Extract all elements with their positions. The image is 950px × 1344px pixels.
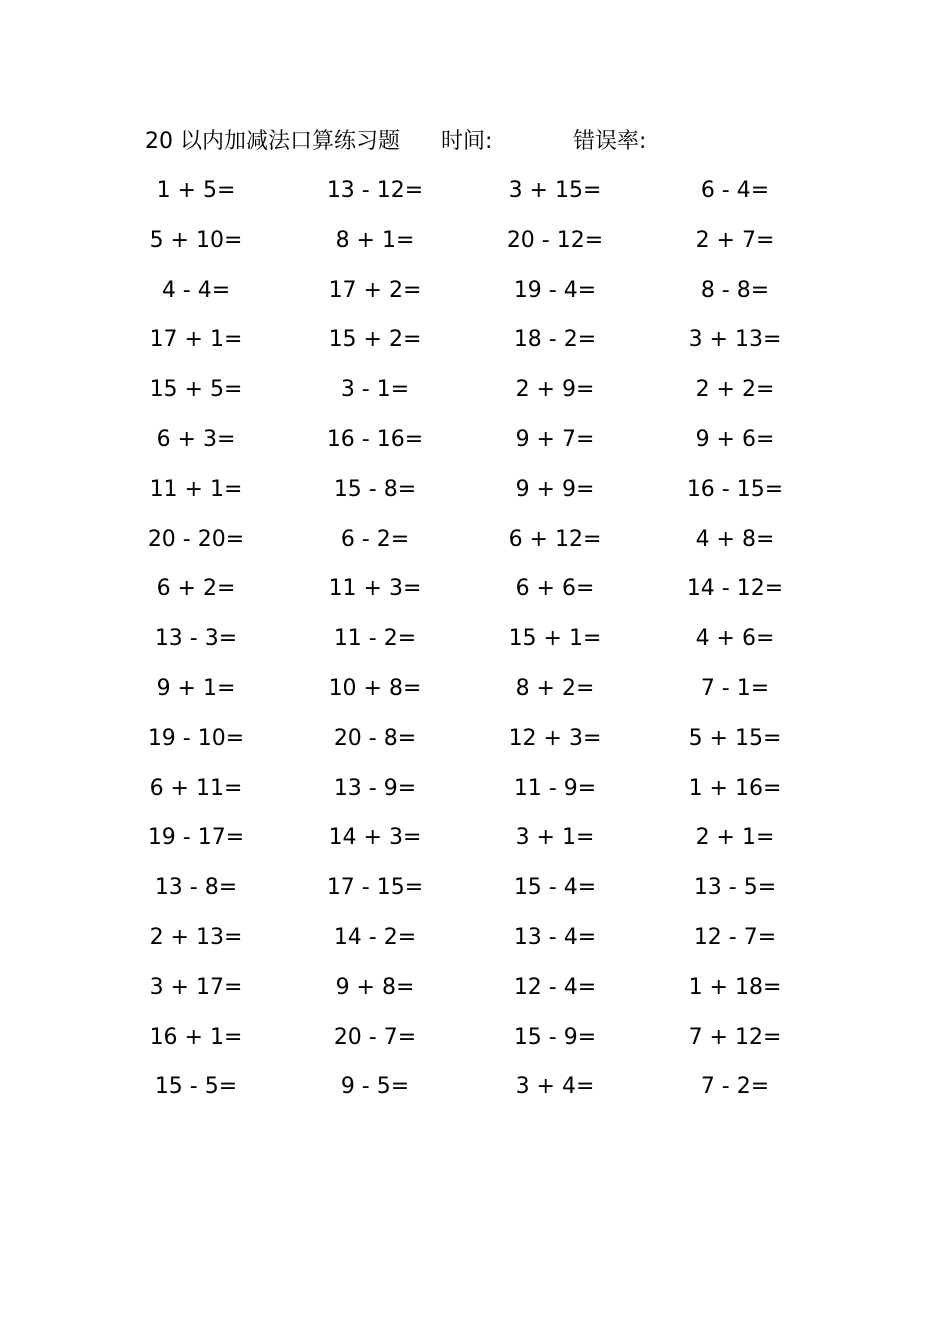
math-problem: 6 + 2= bbox=[156, 576, 236, 602]
math-problem: 15 + 1= bbox=[508, 626, 602, 652]
problem-row bbox=[0, 970, 950, 1020]
math-problem: 13 - 5= bbox=[693, 875, 777, 901]
math-problem: 6 + 12= bbox=[508, 526, 602, 552]
math-problem: 13 - 12= bbox=[326, 178, 424, 203]
problem-row bbox=[0, 472, 950, 522]
math-problem: 8 + 2= bbox=[515, 675, 595, 701]
problem-row bbox=[0, 1069, 950, 1119]
math-problem: 2 + 7= bbox=[695, 227, 775, 253]
math-problem: 9 + 7= bbox=[515, 426, 595, 452]
math-problem: 5 + 15= bbox=[688, 725, 782, 751]
problem-row bbox=[0, 671, 950, 721]
problem-row bbox=[0, 372, 950, 422]
math-problem: 11 - 9= bbox=[513, 775, 597, 801]
error-rate-label: 错误率: bbox=[573, 129, 647, 154]
math-problem: 9 + 9= bbox=[515, 476, 595, 502]
problem-row bbox=[0, 1020, 950, 1070]
math-problem: 4 + 8= bbox=[695, 526, 775, 552]
math-problem: 17 + 2= bbox=[328, 277, 422, 303]
math-problem: 1 + 5= bbox=[156, 178, 236, 203]
math-problem: 3 - 1= bbox=[340, 377, 410, 403]
math-problem: 13 - 8= bbox=[154, 875, 238, 901]
problem-row bbox=[0, 223, 950, 273]
math-problem: 2 + 13= bbox=[149, 924, 243, 950]
math-problem: 14 + 3= bbox=[328, 825, 422, 851]
math-problem: 1 + 18= bbox=[688, 974, 782, 1000]
problem-row bbox=[0, 870, 950, 920]
math-problem: 6 + 6= bbox=[515, 576, 595, 602]
problem-row bbox=[0, 621, 950, 671]
math-problem: 3 + 4= bbox=[515, 1074, 595, 1100]
math-problem: 17 - 15= bbox=[326, 875, 424, 901]
math-problem: 14 - 12= bbox=[686, 576, 784, 602]
problem-row bbox=[0, 820, 950, 870]
math-problem: 20 - 7= bbox=[333, 1024, 417, 1050]
math-problem: 9 + 6= bbox=[695, 426, 775, 452]
math-problem: 16 - 16= bbox=[326, 426, 424, 452]
math-problem: 7 - 2= bbox=[700, 1074, 770, 1100]
math-problem: 9 - 5= bbox=[340, 1074, 410, 1100]
math-problem: 7 + 12= bbox=[688, 1024, 782, 1050]
math-problem: 13 - 4= bbox=[513, 924, 597, 950]
math-problem: 15 - 4= bbox=[513, 875, 597, 901]
math-problem: 14 - 2= bbox=[333, 924, 417, 950]
math-problem: 16 - 15= bbox=[686, 476, 784, 502]
problem-grid bbox=[0, 173, 950, 1119]
math-problem: 19 - 4= bbox=[513, 277, 597, 303]
math-problem: 2 + 2= bbox=[695, 377, 775, 403]
math-problem: 11 + 1= bbox=[149, 476, 243, 502]
math-problem: 8 + 1= bbox=[335, 227, 415, 253]
math-problem: 12 - 7= bbox=[693, 924, 777, 950]
math-problem: 20 - 20= bbox=[147, 526, 245, 552]
problem-row bbox=[0, 571, 950, 621]
math-problem: 16 + 1= bbox=[149, 1024, 243, 1050]
math-problem: 3 + 1= bbox=[515, 825, 595, 851]
problem-row bbox=[0, 422, 950, 472]
problem-row bbox=[0, 522, 950, 572]
math-problem: 6 - 4= bbox=[700, 178, 770, 203]
math-problem: 7 - 1= bbox=[700, 675, 770, 701]
math-problem: 5 + 10= bbox=[149, 227, 243, 253]
math-problem: 19 - 17= bbox=[147, 825, 245, 851]
math-problem: 3 + 13= bbox=[688, 327, 782, 353]
time-label: 时间: bbox=[441, 129, 493, 154]
math-problem: 10 + 8= bbox=[328, 675, 422, 701]
worksheet-title: 20 以内加减法口算练习题 bbox=[145, 129, 400, 154]
math-problem: 3 + 17= bbox=[149, 974, 243, 1000]
math-problem: 15 + 2= bbox=[328, 327, 422, 353]
math-problem: 15 - 9= bbox=[513, 1024, 597, 1050]
math-problem: 15 + 5= bbox=[149, 377, 243, 403]
problem-row bbox=[0, 273, 950, 323]
problem-row bbox=[0, 721, 950, 771]
math-problem: 3 + 15= bbox=[508, 178, 602, 203]
math-problem: 13 - 9= bbox=[333, 775, 417, 801]
math-problem: 6 + 11= bbox=[149, 775, 243, 801]
math-problem: 2 + 9= bbox=[515, 377, 595, 403]
math-problem: 4 + 6= bbox=[695, 626, 775, 652]
math-problem: 13 - 3= bbox=[154, 626, 238, 652]
math-problem: 4 - 4= bbox=[161, 277, 231, 303]
math-problem: 9 + 8= bbox=[335, 974, 415, 1000]
math-problem: 15 - 8= bbox=[333, 476, 417, 502]
worksheet-header bbox=[145, 124, 785, 160]
math-problem: 17 + 1= bbox=[149, 327, 243, 353]
math-problem: 2 + 1= bbox=[695, 825, 775, 851]
math-problem: 15 - 5= bbox=[154, 1074, 238, 1100]
problem-row bbox=[0, 322, 950, 372]
math-problem: 1 + 16= bbox=[688, 775, 782, 801]
problem-row bbox=[0, 920, 950, 970]
problem-row bbox=[0, 771, 950, 821]
math-problem: 18 - 2= bbox=[513, 327, 597, 353]
math-problem: 6 - 2= bbox=[340, 526, 410, 552]
problem-row bbox=[0, 173, 950, 223]
math-problem: 12 + 3= bbox=[508, 725, 602, 751]
math-problem: 8 - 8= bbox=[700, 277, 770, 303]
math-problem: 12 - 4= bbox=[513, 974, 597, 1000]
math-problem: 9 + 1= bbox=[156, 675, 236, 701]
math-problem: 20 - 8= bbox=[333, 725, 417, 751]
math-problem: 11 + 3= bbox=[328, 576, 422, 602]
math-problem: 19 - 10= bbox=[147, 725, 245, 751]
math-problem: 20 - 12= bbox=[506, 227, 604, 253]
math-problem: 11 - 2= bbox=[333, 626, 417, 652]
math-problem: 6 + 3= bbox=[156, 426, 236, 452]
